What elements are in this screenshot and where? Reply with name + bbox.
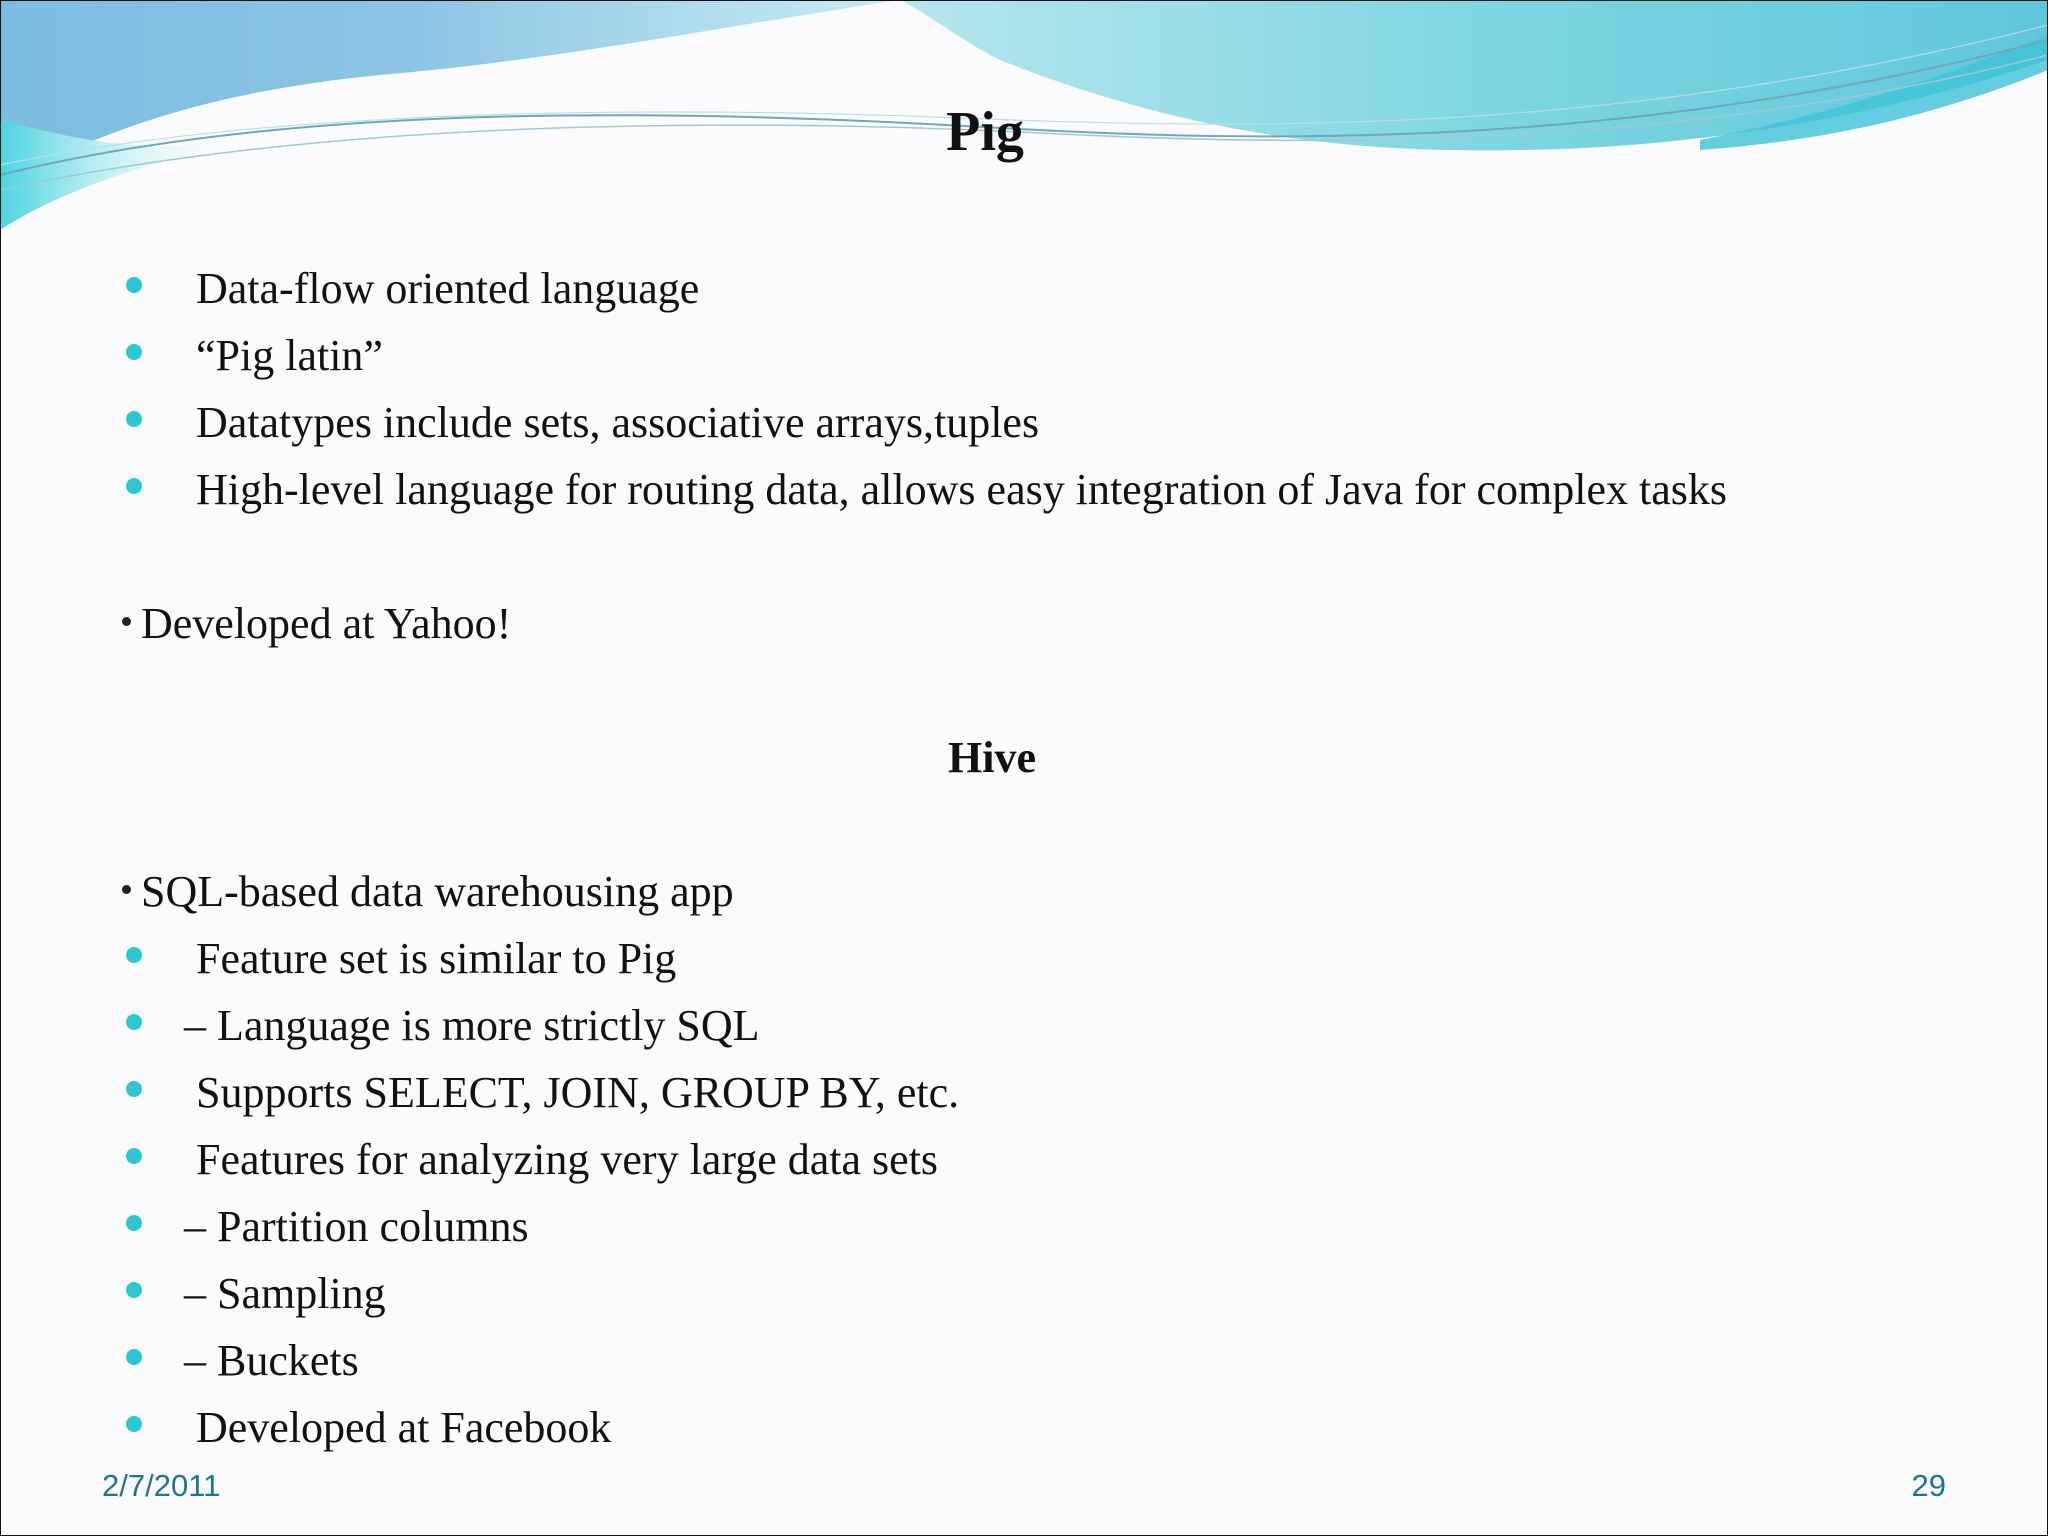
list-item-text: – Partition columns <box>184 1202 529 1251</box>
hive-intro <box>122 862 734 922</box>
pig-note-text: Developed at Yahoo! <box>141 599 512 648</box>
list-item <box>0 1130 2000 1190</box>
list-item <box>0 1398 2000 1458</box>
pig-developed-note <box>122 594 511 654</box>
list-item-text: Developed at Facebook <box>196 1403 612 1452</box>
list-item <box>0 1197 2000 1257</box>
list-item-text: – Sampling <box>184 1269 386 1318</box>
hive-intro-text: SQL-based data warehousing app <box>141 867 734 916</box>
bullet-icon <box>126 1282 142 1298</box>
list-item <box>0 393 2000 453</box>
bullet-icon <box>126 344 142 360</box>
list-item-text: “Pig latin” <box>196 331 383 380</box>
slide-title: Pig <box>946 101 1024 163</box>
bullet-icon <box>126 1349 142 1365</box>
bullet-icon <box>126 1014 142 1030</box>
bullet-icon <box>126 1416 142 1432</box>
footer-date: 2/7/2011 <box>102 1468 221 1503</box>
bullet-icon <box>126 947 142 963</box>
small-bullet-icon <box>122 617 131 626</box>
bullet-icon <box>126 1081 142 1097</box>
list-item-text: High-level language for routing data, allows easy integration of Java for complex tasks <box>196 465 1727 514</box>
list-item-text: Datatypes include sets, associative arrays,tuples <box>196 398 1040 447</box>
section-title-hive: Hive <box>948 733 1036 782</box>
list-item-text: Features for analyzing very large data sets <box>196 1135 939 1184</box>
bullet-icon <box>126 478 142 494</box>
list-item <box>0 1264 2000 1324</box>
bullet-icon <box>126 277 142 293</box>
bullet-icon <box>126 1215 142 1231</box>
list-item <box>0 996 2000 1056</box>
bullet-icon <box>126 411 142 427</box>
list-item <box>0 1331 2000 1391</box>
list-item-text: Data-flow oriented language <box>196 264 700 313</box>
list-item-text: – Language is more strictly SQL <box>184 1001 760 1050</box>
list-item <box>0 1063 2000 1123</box>
list-item <box>0 929 2000 989</box>
small-bullet-icon <box>122 885 131 894</box>
list-item-text: – Buckets <box>184 1336 359 1385</box>
list-item <box>0 460 2000 520</box>
bullet-icon <box>126 1148 142 1164</box>
list-item-text: Supports SELECT, JOIN, GROUP BY, etc. <box>196 1068 960 1117</box>
list-item <box>0 259 2000 319</box>
list-item <box>0 326 2000 386</box>
page-number: 29 <box>1911 1468 1946 1503</box>
list-item-text: Feature set is similar to Pig <box>196 934 677 983</box>
